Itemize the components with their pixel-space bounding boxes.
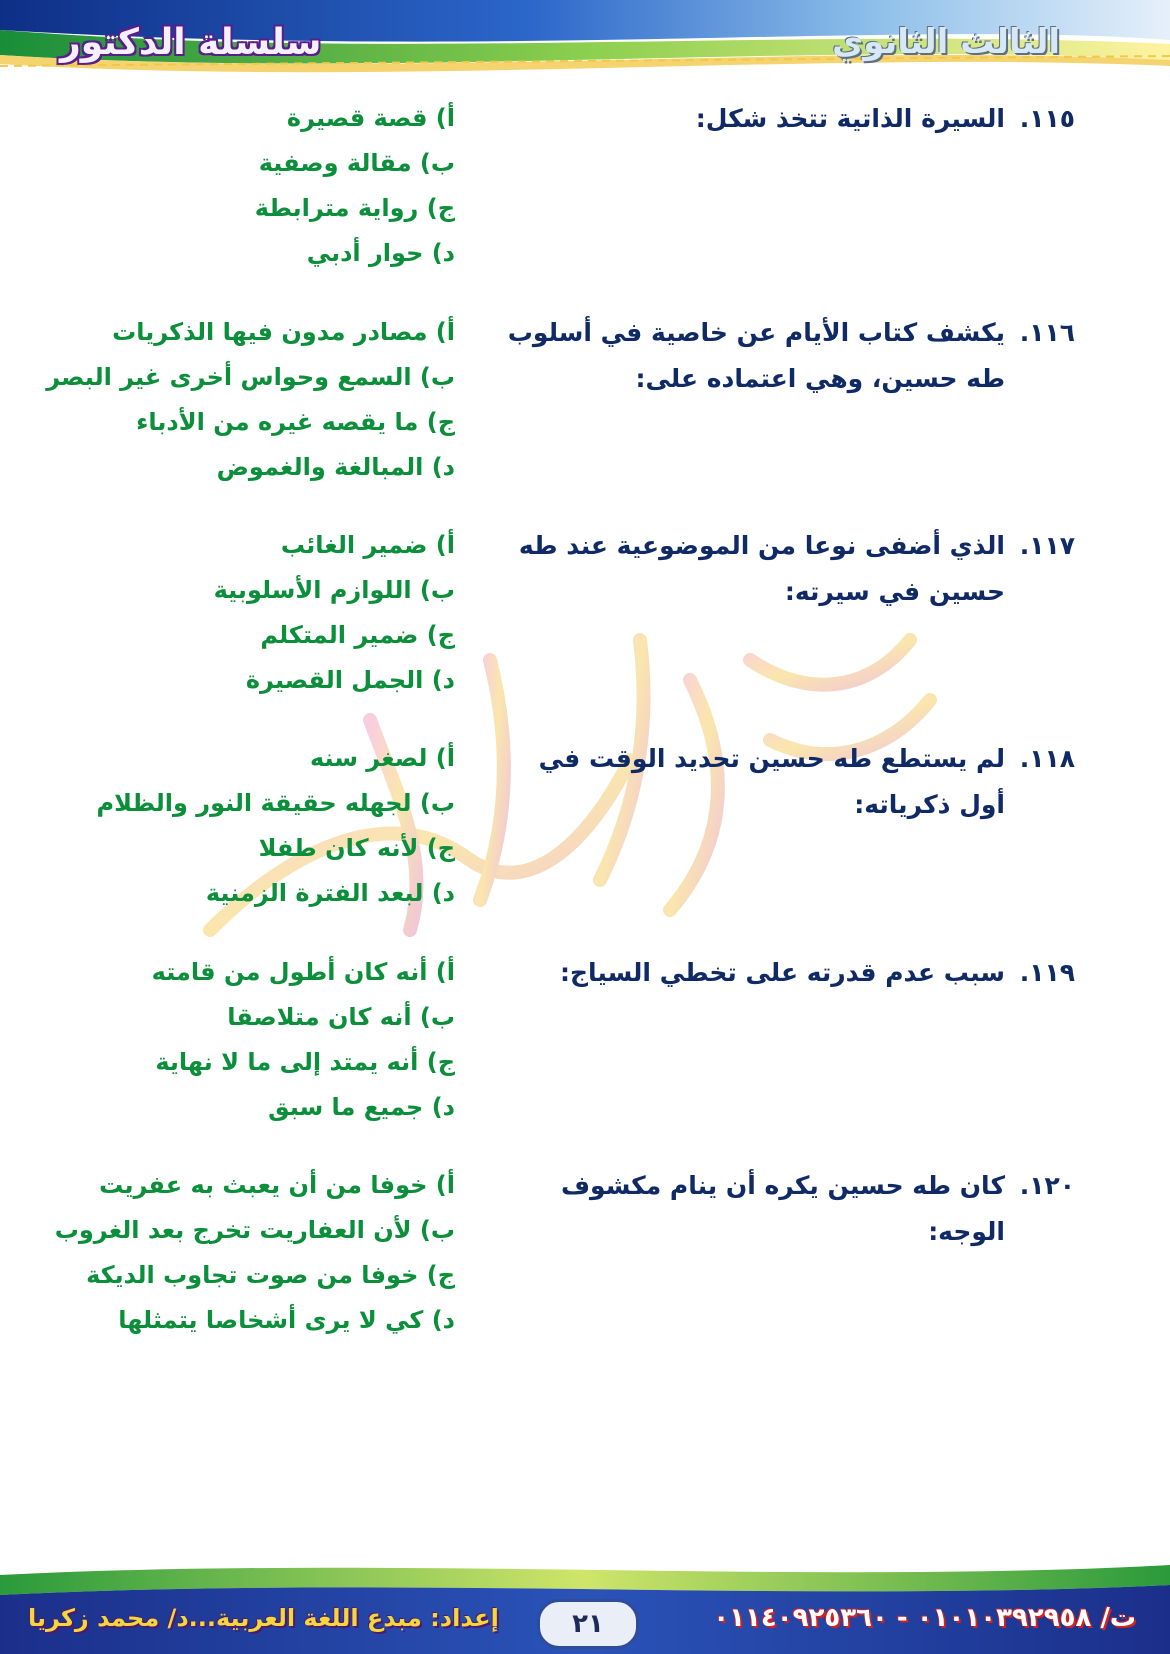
option-c: ج) خوفا من صوت تجاوب الديكة xyxy=(86,1261,455,1289)
option-a: أ) مصادر مدون فيها الذكريات xyxy=(112,318,455,346)
option-a: أ) لصغر سنه xyxy=(310,744,455,772)
question-number: ١١٨. xyxy=(1019,744,1075,773)
option-a: أ) خوفا من أن يعبث به عفريت xyxy=(99,1171,455,1199)
option-d: د) جميع ما سبق xyxy=(268,1093,455,1121)
option-d: د) الجمل القصيرة xyxy=(245,666,455,694)
question-116 xyxy=(505,310,1075,402)
question-text: الذي أضفى نوعا من الموضوعية عند طه حسين في سيرته: xyxy=(518,531,1005,606)
question-119 xyxy=(505,950,1075,996)
series-title: سلسلة الدكتور xyxy=(60,22,322,63)
option-b: ب) السمع وحواس أخرى غير البصر xyxy=(46,363,455,391)
options-117 xyxy=(35,523,455,703)
option-a: أ) أنه كان أطول من قامته xyxy=(151,958,455,986)
question-number: ١١٦. xyxy=(1019,318,1075,347)
option-b: ب) لجهله حقيقة النور والظلام xyxy=(96,789,455,817)
question-number: ١١٧. xyxy=(1019,531,1075,560)
question-number: ١٢٠. xyxy=(1019,1171,1075,1200)
option-b: ب) مقالة وصفية xyxy=(258,149,455,177)
option-c: ج) ضمير المتكلم xyxy=(260,621,455,649)
grade-title: الثالث الثانوي xyxy=(832,22,1060,62)
question-115 xyxy=(505,96,1075,142)
option-d: د) كي لا يرى أشخاصا يتمثلها xyxy=(118,1306,455,1334)
question-text: السيرة الذاتية تتخذ شكل: xyxy=(695,104,1005,133)
page-footer xyxy=(0,1555,1170,1654)
option-b: ب) أنه كان متلاصقا xyxy=(227,1003,455,1031)
question-number: ١١٥. xyxy=(1019,104,1075,133)
question-117 xyxy=(505,523,1075,615)
option-c: ج) لأنه كان طفلا xyxy=(258,834,455,862)
option-c: ج) أنه يمتد إلى ما لا نهاية xyxy=(155,1048,455,1076)
options-116 xyxy=(35,310,455,490)
question-text: كان طه حسين يكره أن ينام مكشوف الوجه: xyxy=(561,1171,1005,1246)
options-120 xyxy=(35,1163,455,1343)
option-b: ب) اللوازم الأسلوبية xyxy=(213,576,455,604)
option-c: ج) ما يقصه غيره من الأدباء xyxy=(136,408,455,436)
options-119 xyxy=(35,950,455,1130)
page-header xyxy=(0,0,1170,100)
option-c: ج) رواية مترابطة xyxy=(254,194,455,222)
contact-phone: ت/ ٠١٠١٠٣٩٢٩٥٨ - ٠١١٤٠٩٢٥٣٦٠ xyxy=(713,1603,1136,1633)
question-120 xyxy=(505,1163,1075,1255)
options-118 xyxy=(35,736,455,916)
question-number: ١١٩. xyxy=(1019,958,1075,987)
question-text: لم يستطع طه حسين تحديد الوقت في أول ذكرياته: xyxy=(538,744,1005,819)
option-d: د) حوار أدبي xyxy=(306,239,455,267)
question-118 xyxy=(505,736,1075,828)
author-credit: إعداد: مبدع اللغة العربية...د/ محمد زكريا xyxy=(28,1604,499,1632)
option-a: أ) قصة قصيرة xyxy=(286,104,455,132)
option-d: د) لبعد الفترة الزمنية xyxy=(205,879,455,907)
option-d: د) المبالغة والغموض xyxy=(216,453,455,481)
option-b: ب) لأن العفاريت تخرج بعد الغروب xyxy=(54,1216,455,1244)
question-text: سبب عدم قدرته على تخطي السياج: xyxy=(560,958,1005,987)
question-text: يكشف كتاب الأيام عن خاصية في أسلوب طه حسين، وهي اعتماده على: xyxy=(507,318,1005,393)
option-a: أ) ضمير الغائب xyxy=(280,531,455,559)
page-number: ٢١ xyxy=(537,1599,639,1649)
options-115 xyxy=(35,96,455,276)
